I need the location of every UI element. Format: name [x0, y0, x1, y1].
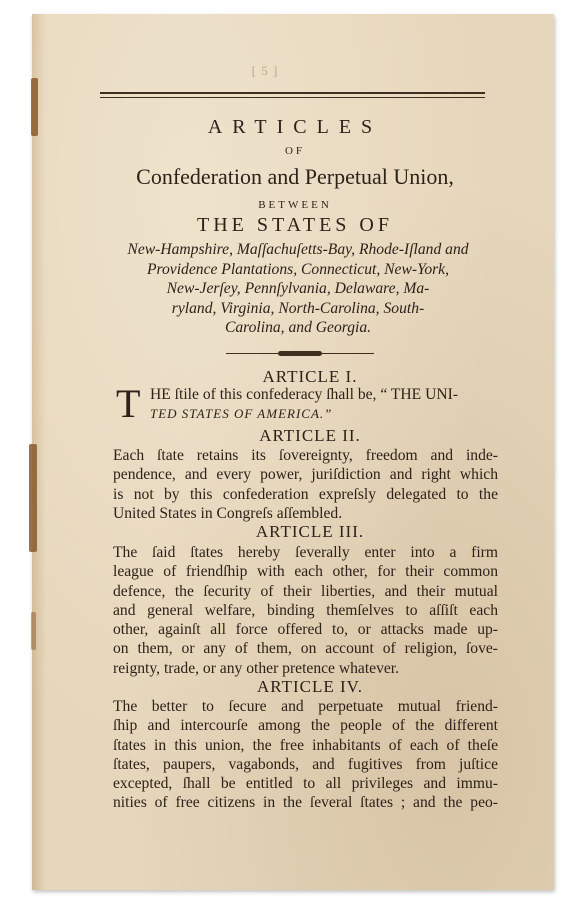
article-body: [113, 446, 498, 523]
page-number: [ 5 ]: [251, 63, 279, 78]
article-line: nities of free citizens in the ſeveral ſtates ; and the peo-: [113, 794, 498, 812]
article-body: [113, 543, 498, 678]
states-line: Providence Plantations, Connecticut, New-York,: [146, 260, 449, 278]
article-line: HE ſtile of this confederacy ſhall be, “ THE UNI-: [150, 386, 459, 403]
article-heading: ARTICLE III.: [255, 522, 365, 541]
article-line: TED STATES OF AMERICA.”: [150, 406, 333, 421]
article-line: excepted, ſhall be entitled to all privileges and immu-: [113, 775, 498, 793]
edge-stain-lower: [31, 612, 36, 650]
edge-stain-top: [31, 78, 38, 136]
article-line: The ſaid ſtates hereby ſeverally enter into a firm: [113, 544, 498, 561]
article-line: is not by this confederation expreſsly delegated to the: [113, 485, 498, 503]
article-line: league of friendſhip with each other, for their common: [113, 563, 498, 581]
states-list: [108, 240, 488, 338]
article-line: defence, the ſecurity of their liberties, and their mutual: [113, 582, 498, 600]
article-body: [113, 697, 498, 813]
article-line: reignty, trade, or any other pretence whatever.: [113, 659, 400, 677]
article-line: other, againſt all force offered to, or attacks made up-: [113, 621, 498, 639]
title-articles: ARTICLES: [207, 116, 383, 138]
article-line: The better to ſecure and perpetuate mutual friend-: [113, 698, 498, 715]
article-line: ſtates, paupers, vagabonds, and fugitives from juſtice: [113, 755, 498, 773]
title-of: OF: [284, 145, 306, 157]
drop-cap: T: [116, 381, 141, 426]
title-between: BETWEEN: [258, 199, 332, 211]
article-line: United States in Congreſs aſſembled.: [113, 504, 343, 522]
states-line: New-Jerſey, Pennſylvania, Delaware, Ma-: [166, 280, 430, 297]
article-heading: ARTICLE I.: [262, 367, 358, 386]
article-line: ſtates in this union, the free inhabitants of each of theſe: [113, 736, 498, 754]
article-line: and general welfare, binding themſelves to aſſiſt each: [113, 601, 498, 619]
title-the-states-of: THE STATES OF: [197, 214, 393, 236]
title-confederation: Confederation and Perpetual Union,: [136, 164, 454, 189]
states-line: Carolina, and Georgia.: [224, 319, 372, 336]
edge-stain-middle: [29, 444, 37, 552]
article-line: pendence, and every power, juriſdiction and right which: [113, 466, 498, 484]
article-line: Each ſtate retains its ſovereignty, freedom and inde-: [113, 447, 498, 464]
ornament-bead: [278, 351, 322, 356]
article-heading: ARTICLE IV.: [257, 677, 363, 696]
states-line: ryland, Virginia, North-Carolina, South-: [171, 299, 425, 317]
header-double-rule: [100, 92, 485, 98]
article-line: ſhip and intercourſe among the people of the different: [113, 717, 498, 735]
ornamental-rule: [226, 351, 374, 357]
states-line: New-Hampshire, Maſſachuſetts-Bay, Rhode-Iſland and: [127, 241, 469, 258]
article-line: on them, or any of them, on account of religion, ſove-: [113, 640, 498, 658]
article-heading: ARTICLE II.: [259, 426, 361, 445]
